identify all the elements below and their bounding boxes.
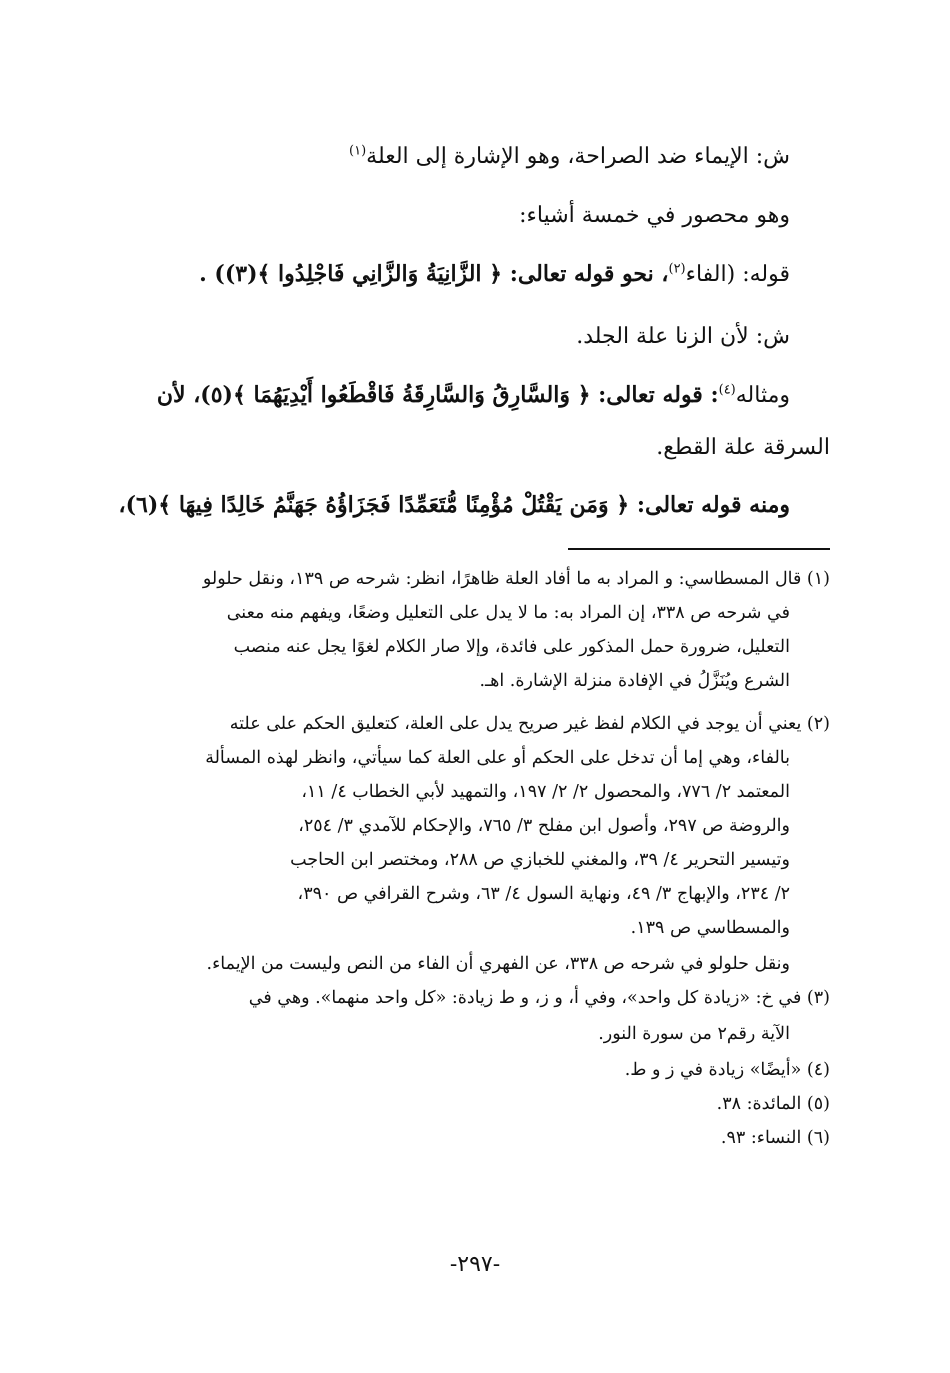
footnote-line-15: (٤) «أيضًا» زيادة في ز و ط. xyxy=(624,1060,830,1080)
main-line-5-text: ومثاله xyxy=(735,383,790,408)
main-line-2 xyxy=(519,201,790,231)
main-line-5 xyxy=(120,380,790,411)
footnote-line-4: الشرع ويُنَزَّلُ في الإفادة منزلة الإشارة. اهـ. xyxy=(479,671,790,691)
footnote-line-3: التعليل، ضرورة حمل المذكور على فائدة، وإلا صار الكلام لغوًا يجل عنه منصب xyxy=(233,637,790,657)
footnote-line-11: والمسطاسي ص ١٣٩. xyxy=(630,918,790,938)
main-line-1-text: ش: الإيماء ضد الصراحة، وهو الإشارة إلى العلة xyxy=(366,144,790,169)
footnote-ref-4: (٤) xyxy=(718,382,736,398)
main-line-7 xyxy=(119,490,790,520)
main-line-1 xyxy=(349,142,790,172)
footnote-line-17: (٦) النساء: ٩٣. xyxy=(720,1128,830,1148)
main-line-3-verse: ، نحو قوله تعالى: ﴿ الزَّانِيَةُ وَالزَّانِي فَاجْلِدُوا ﴾(٣)) . xyxy=(199,261,669,287)
main-line-3-text: قوله: (الفاء xyxy=(685,262,790,287)
main-line-4 xyxy=(576,322,790,352)
main-line-4-text: ش: لأن الزنا علة الجلد. xyxy=(576,324,790,349)
footnote-line-16: (٥) المائدة: ٣٨. xyxy=(716,1094,830,1114)
main-line-6-text: السرقة علة القطع. xyxy=(656,435,830,460)
main-line-7-text: ومنه قوله تعالى: ﴿ وَمَن يَقْتُلْ مُؤْمِنًا مُّتَعَمِّدًا فَجَزَاؤُهُ جَهَنَّمُ خَالِدًا فِيهَا ﴾(٦)، xyxy=(118,492,790,518)
page-number: -٢٩٧- xyxy=(449,1252,501,1277)
footnote-ref-2: (٢) xyxy=(668,261,686,277)
main-line-3 xyxy=(199,259,790,290)
footnote-line-12: ونقل حلولو في شرحه ص ٣٣٨، عن الفهري أن الفاء من النص وليست من الإيماء. xyxy=(206,954,790,974)
footnote-line-5: (٢) يعني أن يوجد في الكلام لفظ غير صريح يدل على العلة، كتعليق الحكم على علته xyxy=(229,714,830,734)
footnote-separator xyxy=(568,548,830,550)
main-line-5-verse: : قوله تعالى: ﴿ وَالسَّارِقُ وَالسَّارِقَةُ فَاقْطَعُوا أَيْدِيَهُمَا ﴾(٥)، لأن xyxy=(156,382,719,408)
main-line-6 xyxy=(656,433,830,463)
footnote-line-8: والروضة ص ٢٩٧، وأصول ابن مفلح ٣/ ٧٦٥، والإحكام للآمدي ٣/ ٢٥٤، xyxy=(298,816,790,836)
footnote-line-6: بالفاء، وهي إما أن تدخل على الحكم أو على العلة كما سيأتي، وانظر لهذه المسألة xyxy=(205,748,790,768)
footnote-line-7: المعتمد ٢/ ٧٧٦، والمحصول ٢/ ٢/ ١٩٧، والتمهيد لأبي الخطاب ٤/ ١١، xyxy=(301,782,790,802)
footnote-line-9: وتيسير التحرير ٤/ ٣٩، والمغني للخبازي ص ٢٨٨، ومختصر ابن الحاجب xyxy=(290,850,790,870)
footnote-line-13: (٣) في خ: «زيادة كل واحد»، وفي أ، و ز، و ط زيادة: «كل واحد منهما». وهي في xyxy=(248,988,830,1008)
footnote-line-1: (١) قال المسطاسي: و المراد به ما أفاد العلة ظاهرًا، انظر: شرحه ص ١٣٩، ونقل حلولو xyxy=(202,569,830,589)
main-line-2-text: وهو محصور في خمسة أشياء: xyxy=(519,203,790,228)
footnote-ref-1: (١) xyxy=(349,143,367,159)
footnote-line-10: ٢/ ٢٣٤، والإبهاج ٣/ ٤٩، ونهاية السول ٤/ ٦٣، وشرح القرافي ص ٣٩٠، xyxy=(297,884,790,904)
footnote-line-2: في شرحه ص ٣٣٨، إن المراد به: ما لا يدل على التعليل وضعًا، ويفهم منه معنى xyxy=(226,603,790,623)
footnote-line-14: الآية رقم٢ من سورة النور. xyxy=(598,1024,790,1044)
